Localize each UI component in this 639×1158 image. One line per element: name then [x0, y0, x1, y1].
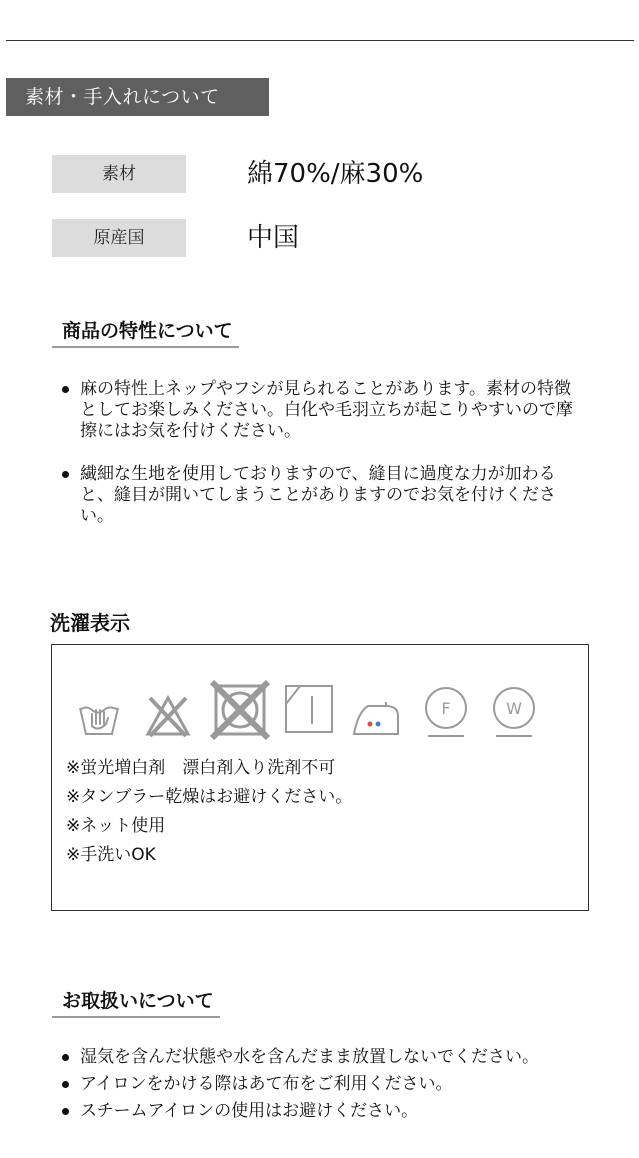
no-tumble-dry-icon [210, 678, 270, 742]
dry-clean-f-icon [422, 678, 470, 742]
characteristics-title: 商品の特性について [52, 316, 239, 348]
list-item: スチームアイロンの使用はお避けください。 [60, 1101, 585, 1122]
list-item: 湿気を含んだ状態や水を含んだまま放置しないでください。 [60, 1047, 585, 1068]
care-notes [66, 754, 352, 870]
care-label-box [51, 644, 589, 911]
no-bleach-icon [144, 678, 192, 742]
hand-wash-icon [76, 678, 122, 742]
dry-clean-letter: F [441, 699, 451, 718]
wet-clean-letter: W [506, 699, 522, 718]
list-item: 麻の特性上ネップやフシが見られることがあります。素材の特徴としてお楽しみください。白化や毛羽立ちが起こりやすいので摩擦にはお気を付けください。 [60, 379, 585, 442]
line-dry-shade-icon [282, 678, 334, 742]
spec-label: 原産国 [52, 219, 186, 257]
list-item: 繊細な生地を使用しておりますので、縫目に過度な力が加わると、縫目が開いてしまうことがありますのでお気を付けください。 [60, 464, 585, 527]
section-header: 素材・手入れについて [6, 78, 269, 116]
iron-low-medium-icon [350, 678, 402, 742]
care-note: ※ネット使用 [66, 816, 166, 836]
spec-value: 綿70%/麻30% [247, 159, 424, 189]
list-item: アイロンをかける際はあて布をご利用ください。 [60, 1074, 585, 1095]
care-note: ※タンブラー乾燥はお避けください。 [66, 787, 353, 807]
care-note: ※手洗いOK [66, 845, 156, 865]
handling-list [60, 1047, 585, 1122]
wet-clean-w-icon [490, 678, 538, 742]
spec-value: 中国 [247, 223, 300, 253]
handling-title: お取扱いについて [52, 986, 220, 1018]
care-note: ※蛍光増白剤 漂白剤入り洗剤不可 [66, 758, 336, 778]
care-label-title: 洗濯表示 [50, 611, 130, 635]
top-divider [6, 40, 634, 41]
characteristics-list [60, 379, 585, 527]
spec-label: 素材 [52, 155, 186, 193]
